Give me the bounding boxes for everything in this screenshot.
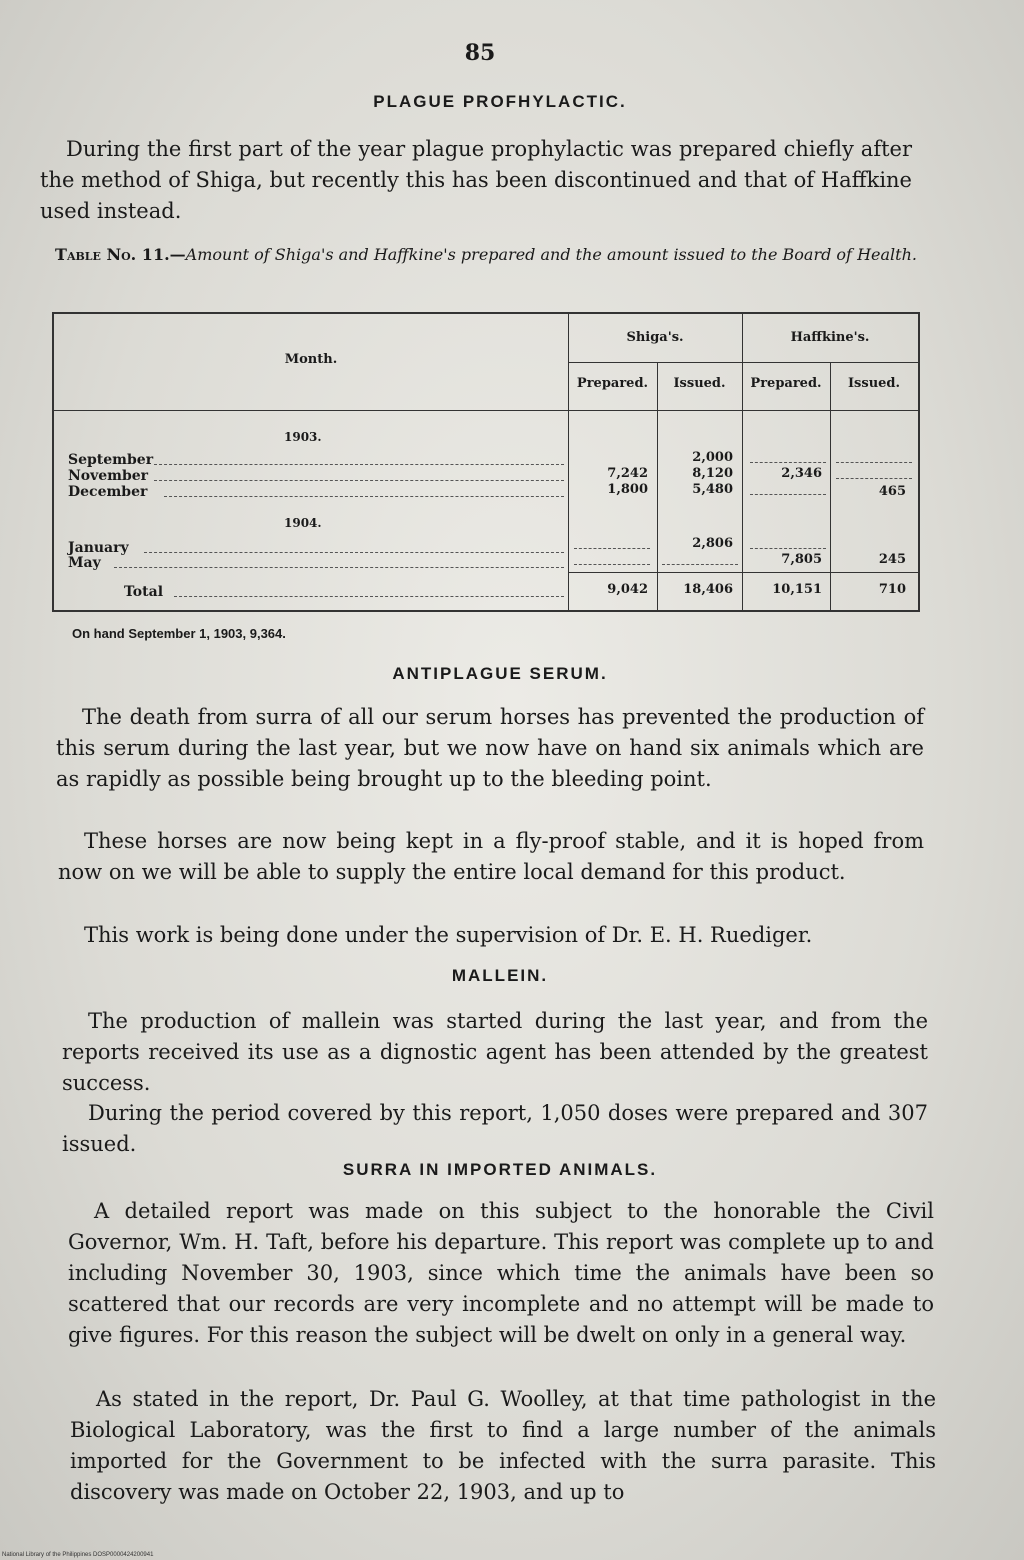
cell-dec-haffkine-issued: 465 <box>878 484 906 499</box>
cell-total-haffkine-prepared: 10,151 <box>772 582 822 597</box>
header-shiga-prepared: Prepared. <box>576 376 649 391</box>
heading-mallein: MALLEIN. <box>451 966 549 985</box>
row-label-may: May <box>68 555 101 571</box>
paragraph-antiplague-2: These horses are now being kept in a fly-proof stable, and it is hoped from now on we will be able to supply the entire local demand for this product. <box>58 829 924 884</box>
header-month: Month. <box>284 352 338 367</box>
row-label-total: Total <box>124 584 164 600</box>
paragraph-mallein-2: During the period covered by this report, 1,050 doses were prepared and 307 issued. <box>62 1101 928 1156</box>
row-label-november: November <box>68 468 149 484</box>
cell-may-haffkine-prepared: 7,805 <box>781 552 822 567</box>
library-footer: National Library of the Philippines DOSP0000424200941 <box>2 1552 154 1558</box>
paragraph-surra-2: As stated in the report, Dr. Paul G. Woolley, at that time pathologist in the Biological Laboratory, was the first to find a large number of the animals imported for the Government to be infected with the surra parasite. This discovery was made on October 22, 1903, and up to <box>70 1387 936 1504</box>
cell-may-haffkine-issued: 245 <box>878 552 906 567</box>
page-number: 85 <box>464 40 496 66</box>
heading-antiplague-serum: ANTIPLAGUE SERUM. <box>392 664 608 683</box>
paragraph-antiplague-3: This work is being done under the supervision of Dr. E. H. Ruediger. <box>84 923 813 947</box>
header-haffkine-issued: Issued. <box>847 376 901 391</box>
header-haffkine-prepared: Prepared. <box>750 376 822 391</box>
table-caption: Table No. 11.—Amount of Shiga's and Haffkine's prepared and the amount issued to the Board of Health. <box>55 245 917 264</box>
header-haffkine: Haffkine's. <box>790 330 870 345</box>
header-shiga: Shiga's. <box>626 330 684 345</box>
cell-dec-shiga-prepared: 1,800 <box>607 482 648 497</box>
cell-nov-shiga-issued: 8,120 <box>692 466 733 481</box>
cell-total-haffkine-issued: 710 <box>878 582 906 597</box>
cell-dec-shiga-issued: 5,480 <box>692 482 733 497</box>
year-1904: 1904. <box>284 516 322 530</box>
heading-plague-prophylactic: PLAGUE PROFHYLACTIC. <box>373 92 627 111</box>
paragraph-mallein-1: The production of mallein was started during the last year, and from the reports received its use as a dignostic agent has been attended by the greatest success. <box>62 1009 928 1095</box>
year-1903: 1903. <box>284 430 322 444</box>
paragraph-antiplague-1: The death from surra of all our serum horses has prevented the production of this serum during the last year, but we now have on hand six animals which are as rapidly as possible being brought up to the bleeding point. <box>56 705 924 791</box>
row-label-december: December <box>68 484 148 500</box>
row-label-september: September <box>68 452 154 468</box>
paragraph-plague: During the first part of the year plague prophylactic was prepared chiefly after the method of Shiga, but recently this has been discontinued and that of Haffkine used instead. <box>40 137 912 223</box>
cell-total-shiga-prepared: 9,042 <box>607 582 648 597</box>
paragraph-surra-1: A detailed report was made on this subject to the honorable the Civil Governor, Wm. H. Taft, before his departure. This report was complete up to and including November 30, 1903, since which time the animals have been so scattered that our records are very incomplete and no attempt will be made to give figures. For this reason the subject will be dwelt on only in a general way. <box>68 1199 934 1347</box>
cell-sep-shiga-issued: 2,000 <box>692 450 733 465</box>
cell-nov-shiga-prepared: 7,242 <box>607 466 648 481</box>
heading-surra: SURRA IN IMPORTED ANIMALS. <box>342 1160 658 1179</box>
on-hand-note: On hand September 1, 1903, 9,364. <box>72 626 286 641</box>
header-shiga-issued: Issued. <box>673 376 726 391</box>
cell-nov-haffkine-prepared: 2,346 <box>781 466 822 481</box>
cell-jan-shiga-issued: 2,806 <box>692 536 733 551</box>
row-label-january: January <box>68 540 129 556</box>
table-11 <box>52 312 920 612</box>
cell-total-shiga-issued: 18,406 <box>683 582 733 597</box>
